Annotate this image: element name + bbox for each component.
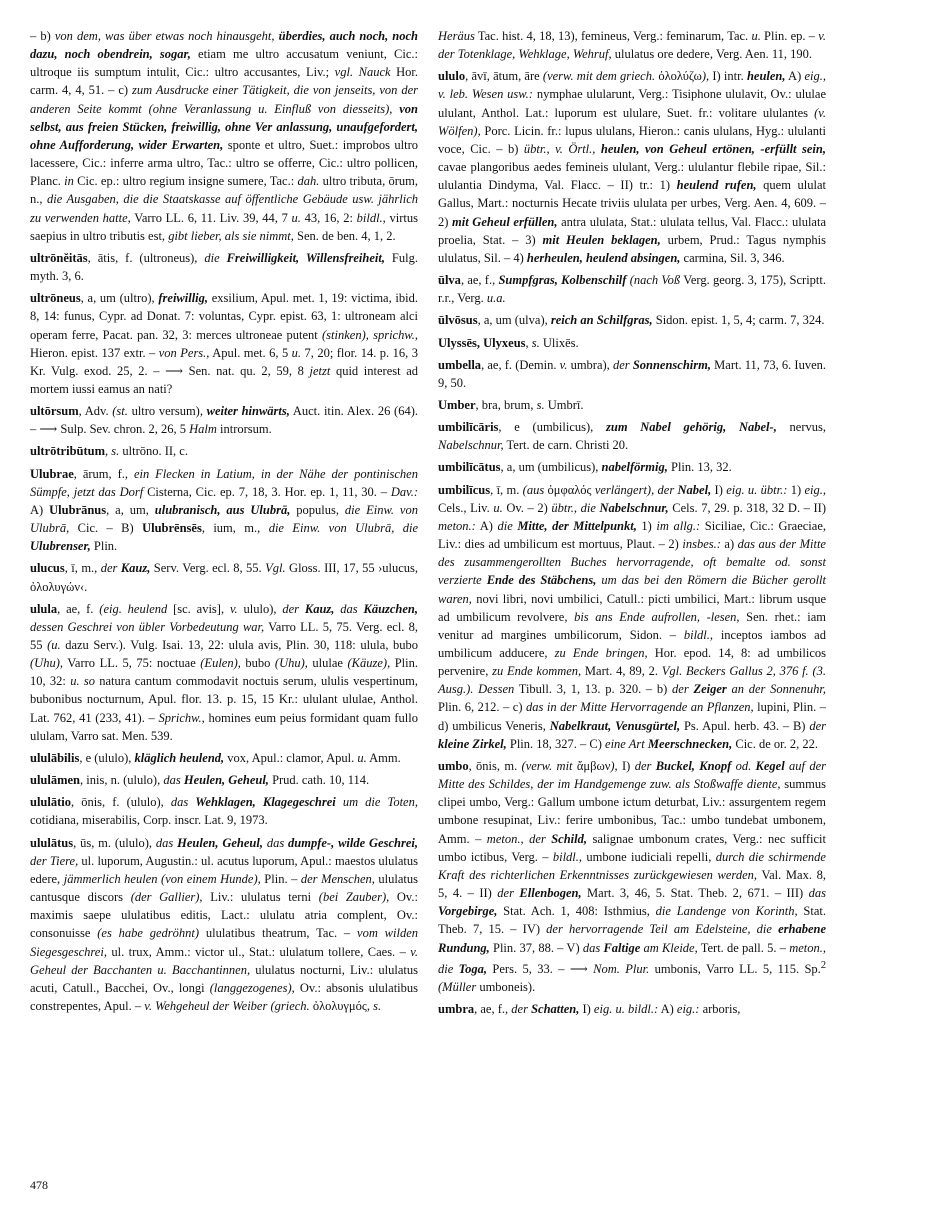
dictionary-entry: Ulyssēs, Ulyxeus, s. Ulixēs. — [438, 335, 579, 350]
dictionary-entry: ūlva, ae, f., Sumpfgras, Kolbenschilf (nach Voß Verg. georg. 3, 175), Scriptt. r.r., Verg. u.a. — [438, 273, 826, 306]
dictionary-entry: umbilīcus, ī, m. (aus ὀμφαλός verlängert), der Nabel, I) eig. u. übtr.: 1) eig., Cels., Liv. u. Ov. – 2) übtr., die Nabelschnur, Cels. 7, 29. p. 318, 32 D. – II) meton.: A) die Mitte, der Mittelpunkt, 1) im allg.: Siciliae, Cic.: Graeciae, Liv.: dies ad umbilicum est mortuus, Plaut. – 2) insbes.: a) das aus der Mitte des zusammengerollten Buches hervorragende, oft bemalte od. sonst verzierte Ende des Stäbchens, um das bei den Römern die Bücher gerollt waren, novi libri, novi umbilici, Catull.: picti umbilici, Mart.: librum usque ad umbilicum revolvere, bis ans Ende aufrollen, -lesen, Sen. rhet.: iam venitur ad margines umbilicorum, Sidon. – bildl., inceptos iambos ad umbilicum adducere, zu Ende bringen, Hor. epod. 14, 8: ad umbilicos pervenire, zu Ende kommen, Mart. 4, 89, 2. Vgl. Beckers Gallus 2, 376 f. (3. Ausg.). Dessen Tibull. 3, 1, 13. p. 320. – b) der Zeiger an der Sonnenuhr, Plin. 6, 212. – c) das in der Mitte Hervorragende an Pflanzen, lupini, Plin. – d) umbilicus Veneris, Nabelkraut, Venusgürtel, Ps. Apul. herb. 43. – B) der kleine Zirkel, Plin. 18, 327. – C) eine Art Meerschnecken, Cic. de or. 2, 22. — [438, 482, 827, 751]
dictionary-entry: ululātus, ūs, m. (ululo), das Heulen, Geheul, das dumpfe-, wilde Geschrei, der Tiere, ul. luporum, Augustin.: ul. acutus luporum, Apul.: maestos ululatus edere, jämmerlich heulen (von einem Hunde), Plin. – der Menschen, ululatus cantusque discors (der Gallier), Liv.: ululatus terni (bei Zauber), Ov.: maximis saepe ululatibus editis, Lact.: ululatu atria complent, Ov.: consonuisse (es habe gedröhnt) ululatibus theatrum, Tac. – vom wilden Siegesgeschrei, ul. trux, Amm.: victor ul., Stat.: ululatum tollere, Caes. – v. Geheul der Bacchanten u. Bacchantinnen, ululatus nocturni, Liv.: ululatus acuti, Catull., Bacchei, Ov., longi (langgezogenes), Ov.: absonis ululatibus constrepentes, Apul. – v. Wehgeheul der Weiber (griech. ὀλολυγμός, s. — [30, 835, 419, 1013]
dictionary-entry: ultrōneus, a, um (ultro), freiwillig, exsilium, Apul. met. 1, 19: victima, ibid. 8, 14: funus, Cypr. ad Donat. 7: voluntas, Cypr. epist. 63, 1: ultroneam alci operam ferre, Pacat. pan. 32, 3: merces ultroneae putent (stinken), sprichw., Hieron. epist. 137 extr. – von Pers., Apul. met. 6, 5 u. 7, 20; flor. 14. p. 16, 3 Kr. Vulg. exod. 25, 2. – ⟶ Sen. nat. qu. 2, 59, 8 jetzt quid interest ad mortem iussi eamus an nati? — [30, 291, 418, 396]
dictionary-entry: umbra, ae, f., der Schatten, I) eig. u. bildl.: A) eig.: arboris, — [438, 1002, 741, 1017]
dictionary-entry: ulucus, ī, m., der Kauz, Serv. Verg. ecl. 8, 55. Vgl. Gloss. III, 17, 55 ›ulucus, ὀλολυγών‹. — [30, 561, 419, 594]
dictionary-entry: umbilīcātus, a, um (umbilicus), nabelförmig, Plin. 13, 32. — [438, 460, 732, 475]
dictionary-entry: Umber, bra, brum, s. Umbrī. — [438, 397, 584, 412]
dictionary-entry: ululātio, ōnis, f. (ululo), das Wehklagen, Klagegeschrei um die Toten, cotidiana, miserabilis, Corp. inscr. Lat. 9, 1973. — [30, 795, 418, 828]
dictionary-entry: ululāmen, inis, n. (ululo), das Heulen, Geheul, Prud. cath. 10, 114. — [30, 773, 370, 788]
dictionary-entry: ululābilis, e (ululo), kläglich heulend, vox, Apul.: clamor, Apul. u. Amm. — [30, 750, 401, 765]
dictionary-entry: umbilīcāris, e (umbilicus), zum Nabel gehörig, Nabel-, nervus, Nabelschnur, Tert. de carn. Christi 20. — [438, 420, 826, 453]
dictionary-entry: ultrōtribūtum, s. ultrōno. II, c. — [30, 444, 188, 459]
right-column — [438, 27, 826, 1022]
dictionary-entry: Heräus Tac. hist. 4, 18, 13), femineus, Verg.: feminarum, Tac. u. Plin. ep. – v. der Totenklage, Wehklage, Wehruf, ululatus ore dedere, Verg. Aen. 11, 190. — [438, 29, 826, 62]
dictionary-entry: ūlvōsus, a, um (ulva), reich an Schilfgras, Sidon. epist. 1, 5, 4; carm. 7, 324. — [438, 313, 825, 328]
left-column — [30, 27, 418, 1019]
dictionary-entry: Ulubrae, ārum, f., ein Flecken in Latium, in der Nähe der pontinischen Sümpfe, jetzt das Dorf Cisterna, Cic. ep. 7, 18, 3. Hor. ep. 1, 11, 30. – Dav.: A) Ulubrānus, a, um, ulubranisch, aus Ulubrā, populus, die Einw. von Ulubrā, Cic. – B) Ulubrēnsēs, ium, m., die Einw. von Ulubrā, die Ulubrenser, Plin. — [30, 466, 419, 554]
dictionary-entry: – b) von dem, was über etwas noch hinausgeht, überdies, auch noch, noch dazu, noch obendrein, sogar, etiam me ultro accusatum veniunt, Cic.: ultroque iis sumptum intulit, Cic.: ultro accusantes, Liv.; vgl. Nauck Hor. carm. 4, 4, 51. – c) zum Ausdrucke einer Tätigkeit, die von jenseits, von der anderen Seite kommt (ohne Veranlassung u. Einfluß von diesseits), von selbst, aus freien Stücken, freiwillig, ohne Ver anlassung, unaufgefordert, ohne Aufforderung, wider Erwarten, sponte et ultro, Suet.: improbos ultro lacessere, Cic.: inferre arma ultro, Tac.: ultro se offerre, Cic.: ultro pollicen, Planc. in Cic. ep.: ultro regium insigne sumere, Tac.: dah. ultro tributa, ōrum, n., die Ausgaben, die die Staatskasse auf öffentliche Gebäude usw. jährlich zu verwenden hatte, Varro LL. 6, 11. Liv. 39, 44, 7 u. 43, 16, 2: bildl., virtus saepius in ultro tributis est, gibt lieber, als sie nimmt, Sen. de ben. 4, 1, 2. — [30, 29, 419, 243]
dictionary-entry: ultōrsum, Adv. (st. ultro versum), weiter hinwärts, Auct. itin. Alex. 26 (64). – ⟶ Sulp. Sev. chron. 2, 26, 5 Halm introrsum. — [30, 404, 418, 437]
dictionary-entry: umbella, ae, f. (Demin. v. umbra), der Sonnenschirm, Mart. 11, 73, 6. Iuven. 9, 50. — [438, 357, 826, 390]
dictionary-entry: ululo, āvī, ātum, āre (verw. mit dem griech. ὀλολύζω), I) intr. heulen, A) eig., v. leb. Wesen usw.: nymphae ulularunt, Verg.: Tisiphone ululavit, Ov.: ululae ululant, Anthol. Lat.: luporum est ululare, Suet. fr.: volitare ululantes (v. Wölfen), Porc. Licin. fr.: lupus ululans, Hieron.: canis ululans, Hyg.: ululanti voce, Cic. – b) übtr., v. Örtl., heulen, von Geheul ertönen, -erfüllt sein, cavae plangoribus aedes femineis ululant, Verg.: ululantur flebile ripae, Sil.: ululantia Dindyma, Val. Flacc. – II) tr.: 1) heulend rufen, quem ululat Gallus, Mart.: nocturnis Hecate triviis ululata per urbes, Verg. Aen. 4, 609. – 2) mit Geheul erfüllen, antra ululata, Stat.: ululata tellus, Val. Flacc.: ululata proelia, Stat. – 3) mit Heulen beklagen, urbem, Prud.: Tagus nymphis ululatus, Sil. – 4) herheulen, heulend absingen, carmina, Sil. 3, 346. — [438, 69, 826, 265]
dictionary-entry: umbo, ōnis, m. (verw. mit ἄμβων), I) der Buckel, Knopf od. Kegel auf der Mitte des Schildes, der im Handgemenge zuw. als Stoßwaffe diente, summus clipei umbo, Verg.: Gallum umbone ictum deturbat, Liv.: assurgentem regem umbone resupinat, Liv.: ferire umbonibus, Tac.: umbo tundebat umbonem, Amm. – meton., der Schild, salignae umbonum crates, Verg.: nec sufficit umbo ictibus, Verg. – bildl., umbone iudiciali repelli, durch die schirmende Kraft des richterlichen Erkenntnisses zurückgewiesen werden, Val. Max. 8, 5, 4. – II) der Ellenbogen, Mart. 3, 46, 5. Stat. Theb. 2, 671. – III) das Vorgebirge, Stat. Ach. 1, 408: Isthmius, die Landenge von Korinth, Stat. Theb. 7, 15. – IV) der hervorragende Teil am Edelsteine, die erhabene Rundung, Plin. 37, 88. – V) das Faltige am Kleide, Tert. de pall. 5. – meton., die Toga, Pers. 5, 33. – ⟶ Nom. Plur. umbonis, Varro LL. 5, 115. Sp.$^2$ (Müller umboneis). — [438, 758, 827, 994]
page-number: 478 — [30, 1178, 48, 1192]
dictionary-entry: ultrōnĕitās, ātis, f. (ultroneus), die Freiwilligkeit, Willensfreiheit, Fulg. myth. 3, 6. — [30, 250, 418, 284]
dictionary-entry: ulula, ae, f. (eig. heulend [sc. avis], v. ululo), der Kauz, das Käuzchen, dessen Geschrei von übler Vorbedeutung war, Varro LL. 5, 75. Verg. ecl. 8, 55 (u. dazu Serv.). Vulg. Isai. 13, 22: ulula avis, Plin. 30, 118: ulula, bubo (Uhu), Varro LL. 5, 75: noctuae (Eulen), bubo (Uhu), ululae (Käuze), Plin. 10, 32: u. so natura cantum commodavit noctuis serum, ululis vespertinum, bubonibus nocturnum, Apul. flor. 13. p. 15, 15 Kr.: ululant ululae, Anthol. Lat. 762, 41 (233, 41). – Sprichw., homines eum peius formidant quam fullo ululam, Varro sat. Men. 539. — [30, 601, 419, 743]
